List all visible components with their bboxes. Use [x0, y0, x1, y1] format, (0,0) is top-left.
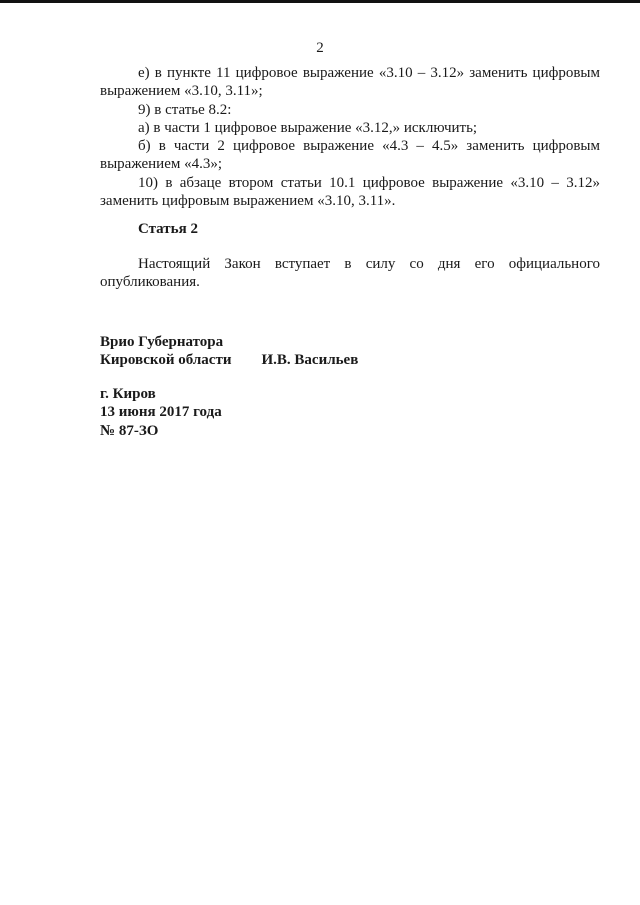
amendment-item: а) в части 1 цифровое выражение «3.12,» исключить;: [138, 119, 478, 136]
law-number: № 87-ЗО: [100, 422, 159, 439]
signatory-title-line1: Врио Губернатора: [100, 334, 224, 350]
signatory-title-line2: Кировской области: [100, 352, 232, 369]
signatory-name: И.В. Васильев: [261, 352, 359, 369]
issue-info: [100, 385, 222, 440]
amendment-item: е) в пункте 11 цифровое выражение «3.10 – 3.12» заменить цифровым выражением «3.10, 3.11»;: [100, 65, 600, 100]
article-body: [100, 255, 600, 292]
amendments-list: [100, 64, 600, 210]
signature-block: [100, 333, 358, 370]
signatory-title-line2-row: [100, 351, 358, 369]
amendment-item: 10) в абзаце втором статьи 10.1 цифровое выражение «3.10 – 3.12» заменить цифровым выражением «3.10, 3.11».: [100, 174, 600, 210]
page-number: 2: [316, 40, 324, 56]
article-text: Настоящий Закон вступает в силу со дня его официального опубликования.: [100, 256, 600, 291]
issue-date: 13 июня 2017 года: [100, 404, 222, 421]
page-top-edge: [0, 0, 640, 3]
amendment-item: б) в части 2 цифровое выражение «4.3 – 4.5» заменить цифровым выражением «4.3»;: [100, 138, 600, 173]
issue-city: г. Киров: [100, 386, 156, 402]
amendment-item: 9) в статье 8.2:: [138, 101, 232, 118]
article-heading: Статья 2: [138, 221, 198, 237]
